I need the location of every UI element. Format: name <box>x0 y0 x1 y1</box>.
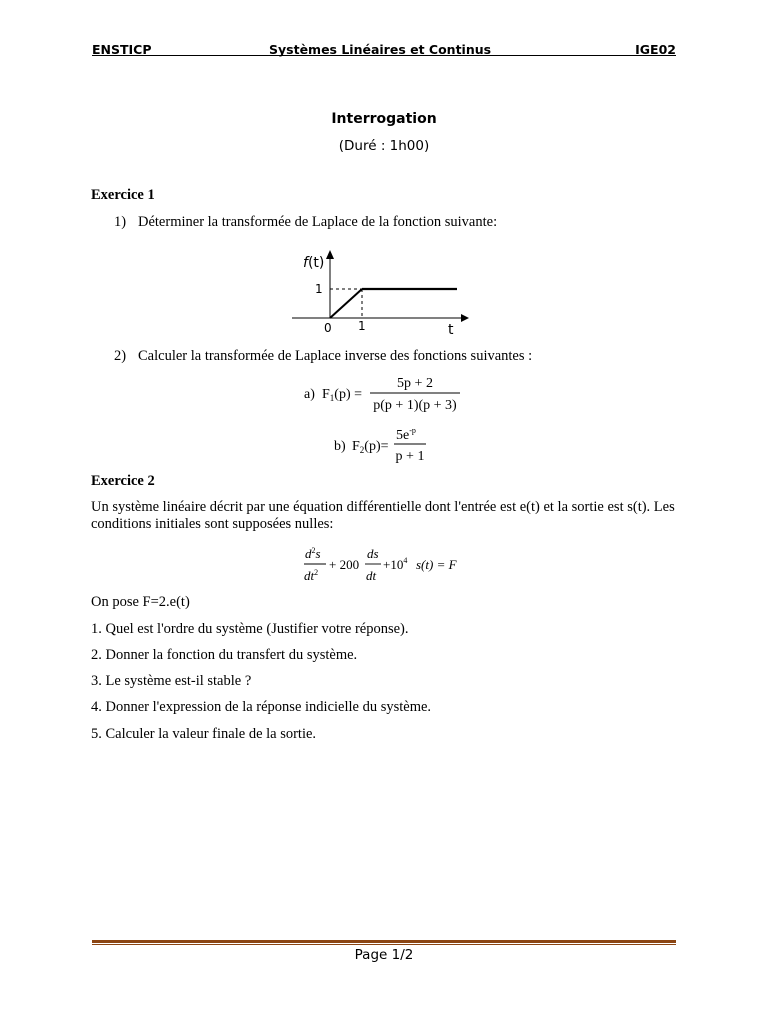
eq-term2-denominator: dt <box>366 568 377 583</box>
eq-coef-200: + 200 <box>329 557 360 572</box>
header-school: ENSTICP <box>92 42 152 57</box>
eq-b-label: b) <box>334 439 346 454</box>
graph-y-tick-1: 1 <box>315 282 323 296</box>
eq-a-label: a) <box>304 387 315 402</box>
header-rule <box>92 55 676 56</box>
exercise-1-heading: Exercice 1 <box>91 187 155 203</box>
graph-x-tick-1: 1 <box>358 319 366 333</box>
ramp-segment <box>330 289 362 318</box>
footer-rule <box>92 940 676 943</box>
eq-b-function: $F_2(p)=$ <box>352 439 389 455</box>
ex2-question-2: 2. Donner la fonction du transfert du système. <box>91 647 358 663</box>
ex2-question-4: 4. Donner l'expression de la réponse indicielle du système. <box>91 699 432 715</box>
ex1-q2-text: Calculer la transformée de Laplace inverse des fonctions suivantes : <box>138 348 533 364</box>
eq-b-numerator: $5e^{-p}$ <box>396 426 416 443</box>
graph-x-tick-0: 0 <box>324 321 332 335</box>
ex2-intro: Un système linéaire décrit par une équation différentielle dont l'entrée est e(t) et la sortie est s(t). Les conditions initiales sont supposées nulles: <box>91 499 675 532</box>
x-axis-arrow-icon <box>461 314 469 322</box>
eq-b-denominator: p + 1 <box>395 449 425 464</box>
header-course: Systèmes Linéaires et Continus <box>269 42 492 57</box>
ex2-pose: On pose F=2.e(t) <box>91 594 190 610</box>
header-class: IGE02 <box>635 42 676 57</box>
graph-x-label: t <box>448 322 454 338</box>
eq-coef-10-4: $+10^4$ <box>383 556 408 572</box>
ramp-function-graph <box>285 245 475 340</box>
footer-rule-thin <box>92 944 676 945</box>
eq-term2-numerator: ds <box>367 546 379 561</box>
eq-rhs: s(t) = F <box>416 557 457 572</box>
exam-duration: (Duré : 1h00) <box>338 138 430 154</box>
eq-a-numerator: 5p + 2 <box>397 376 433 391</box>
eq-a-denominator: p(p + 1)(p + 3) <box>373 398 457 413</box>
eq-term1-denominator: $dt^2$ <box>304 568 319 583</box>
ex1-q1-text: Déterminer la transformée de Laplace de la fonction suivante: <box>138 214 498 230</box>
differential-equation <box>300 543 470 587</box>
equation-b <box>330 422 440 468</box>
ex1-q2-number: 2) <box>114 348 127 364</box>
ex2-question-5: 5. Calculer la valeur finale de la sortie. <box>91 726 317 742</box>
eq-a-function: $F_1(p)$ = <box>322 387 363 403</box>
graph-y-label: f(t) <box>303 255 325 271</box>
page-number: Page 1/2 <box>354 947 414 963</box>
y-axis-arrow-icon <box>326 250 334 259</box>
exercise-2-heading: Exercice 2 <box>91 473 155 489</box>
eq-term1-numerator: $d^2s$ <box>305 546 321 561</box>
equation-a <box>300 370 470 416</box>
exam-title: Interrogation <box>331 111 437 127</box>
ex2-question-1: 1. Quel est l'ordre du système (Justifier votre réponse). <box>91 621 409 637</box>
ex2-question-3: 3. Le système est-il stable ? <box>91 673 252 689</box>
ex1-q1-number: 1) <box>114 214 127 230</box>
